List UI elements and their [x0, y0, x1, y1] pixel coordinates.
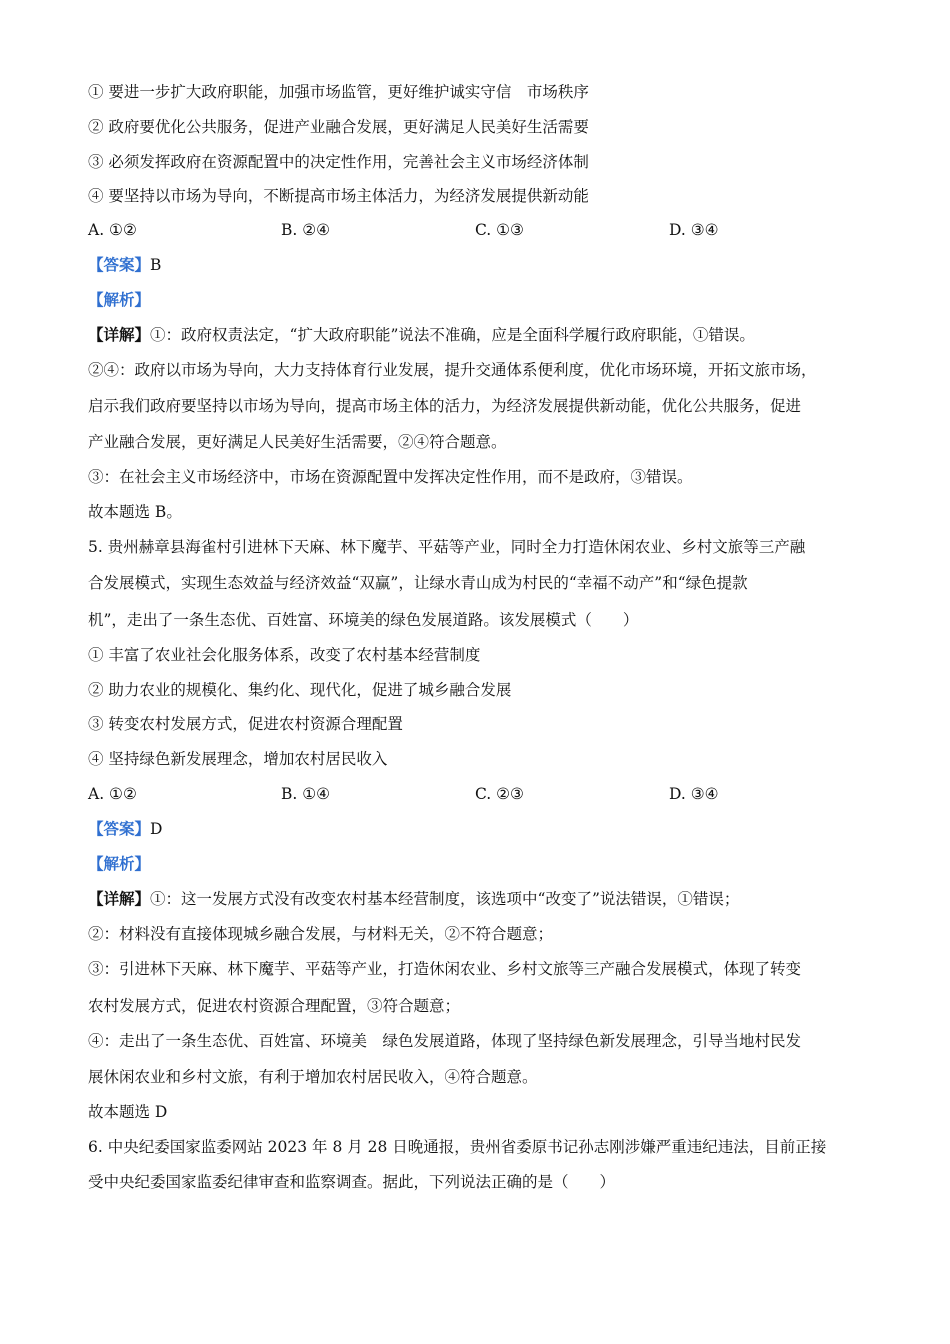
q4-detail-line-1 [88, 325, 755, 345]
q6-stem-line-2: 受中央纪委国家监委纪律审查和监察调查。据此，下列说法正确的是（ ） [88, 1173, 616, 1191]
answer-tag: 【答案】 [88, 255, 151, 274]
q5-option-b: B. ①④ [281, 785, 331, 803]
q4-option-b: B. ②④ [281, 221, 331, 239]
q4-item-3: ③ 必须发挥政府在资源配置中的决定性作用，完善社会主义市场经济体制 [88, 153, 589, 171]
q5-option-a: A. ①② [88, 785, 137, 803]
answer-tag: 【答案】 [88, 819, 151, 838]
q4-item-1: ① 要进一步扩大政府职能，加强市场监管，更好维护诚实守信 市场秩序 [88, 83, 589, 101]
q5-detail-line-6: 展休闲农业和乡村文旅，有利于增加农村居民收入，④符合题意。 [88, 1068, 538, 1086]
q4-detail-line-2: ②④：政府以市场为导向，大力支持体育行业发展，提升交通体系便利度，优化市场环境，开拓文旅市场， [88, 361, 817, 379]
answer-value: D [150, 820, 163, 838]
q4-conclusion: 故本题选 B。 [88, 503, 182, 521]
q5-answer [88, 819, 162, 839]
q5-option-c: C. ②③ [475, 785, 524, 803]
q5-option-d: D. ③④ [669, 785, 719, 803]
q5-analysis-heading [88, 854, 150, 874]
q4-detail-line-3: 启示我们政府要坚持以市场为导向，提高市场主体的活力，为经济发展提供新动能，优化公共服务，促进 [88, 397, 802, 415]
q5-detail-line-5: ④：走出了一条生态优、百姓富、环境美 绿色发展道路，体现了坚持绿色新发展理念，引导当地村民发 [88, 1032, 802, 1050]
q5-item-3: ③ 转变农村发展方式，促进农村资源合理配置 [88, 715, 403, 733]
q4-detail-line-4: 产业融合发展，更好满足人民美好生活需要，②④符合题意。 [88, 433, 507, 451]
detail-tag: 【详解】 [88, 889, 151, 908]
answer-value: B [150, 256, 162, 274]
q4-option-c: C. ①③ [475, 221, 524, 239]
q4-item-2: ② 政府要优化公共服务，促进产业融合发展，更好满足人民美好生活需要 [88, 118, 589, 136]
q4-answer [88, 255, 161, 275]
detail-text: ①：这一发展方式没有改变农村基本经营制度，该选项中“改变了”说法错误，①错误； [150, 890, 740, 908]
q5-stem-line-1: 5. 贵州赫章县海雀村引进林下天麻、林下魔芋、平菇等产业，同时全力打造休闲农业、乡村文旅等三产融 [88, 538, 806, 556]
q4-analysis-heading [88, 290, 150, 310]
q5-item-1: ① 丰富了农业社会化服务体系，改变了农村基本经营制度 [88, 646, 481, 664]
q5-item-2: ② 助力农业的规模化、集约化、现代化，促进了城乡融合发展 [88, 681, 512, 699]
q4-detail-line-5: ③：在社会主义市场经济中，市场在资源配置中发挥决定性作用，而不是政府，③错误。 [88, 468, 693, 486]
analysis-tag: 【解析】 [88, 290, 151, 309]
analysis-tag: 【解析】 [88, 854, 151, 873]
q5-conclusion: 故本题选 D [88, 1103, 168, 1121]
q4-option-a: A. ①② [88, 221, 137, 239]
q5-detail-line-2: ②：材料没有直接体现城乡融合发展，与材料无关，②不符合题意； [88, 925, 554, 943]
detail-tag: 【详解】 [88, 325, 151, 344]
q5-detail-line-4: 农村发展方式，促进农村资源合理配置，③符合题意； [88, 997, 461, 1015]
q5-detail-line-3: ③：引进林下天麻、林下魔芋、平菇等产业，打造休闲农业、乡村文旅等三产融合发展模式，体现了转变 [88, 960, 802, 978]
q4-option-d: D. ③④ [669, 221, 719, 239]
detail-text: ①：政府权责法定，“扩大政府职能”说法不准确，应是全面科学履行政府职能，①错误。 [150, 326, 755, 344]
q5-item-4: ④ 坚持绿色新发展理念，增加农村居民收入 [88, 750, 388, 768]
q6-stem-line-1: 6. 中央纪委国家监委网站 2023 年 8 月 28 日晚通报，贵州省委原书记孙志刚涉嫌严重违纪违法，目前正接 [88, 1138, 827, 1156]
q5-stem-line-3: 机”，走出了一条生态优、百姓富、环境美的绿色发展道路。该发展模式（ ） [88, 611, 639, 629]
q5-detail-line-1 [88, 889, 739, 909]
q5-stem-line-2: 合发展模式，实现生态效益与经济效益“双赢”，让绿水青山成为村民的“幸福不动产”和“绿色提款 [88, 574, 748, 592]
q4-item-4: ④ 要坚持以市场为导向，不断提高市场主体活力，为经济发展提供新动能 [88, 187, 589, 205]
